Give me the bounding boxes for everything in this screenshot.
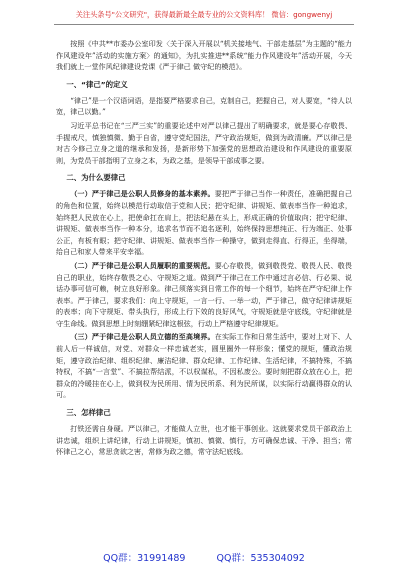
paragraph-lead: （三）严于律己是公职人员立德的至高境界。 (70, 332, 215, 342)
paragraph-text: 要把严于律己当作一种责任，准确把握自己的角色和位置，始终以模范行动取信于党和人民；把守纪律、讲规矩、做表率当作一种追求，始终把人民放在心上，把使命扛在肩上，把法纪悬在头上，形成正确的价值取向；把守纪律、讲规矩、做表率当作一种本分，追求名节而不追名逐利，始终保持思想纯正、行为端正、处事公正，有板有眼；把守纪律、讲规矩、做表率当作一种操守，做到走得直、行得正，坐得端，给自己和家人带来平安幸福。 (56, 189, 353, 257)
intro-paragraph: 按照《中共**市委办公室印发〈关于深入开展以“机关接地气、干部走基层”为主题的“能力作风建设年”活动的实施方案〉的通知》，为扎实推进**系统“能力作风建设年”活动开展，今天我们就上一堂作风纪律建设党课《严于律己 做守纪的模范》。 (56, 39, 352, 72)
paragraph: 习近平总书记在“三严三实”的重要论述中对严以律己提出了明确要求，就是要心存敬畏、手握戒尺，慎独慎微、勤于自省，遵守党纪国法，严守政治规矩，做到为政清廉。严以律己是对古今修己立身之道的继承和发扬，是新形势下加强党的思想政治建设和作风建设的重要原则，为党员干部指明了立身之本，为政之基，是领导干部成事之要。 (56, 120, 352, 165)
section-heading-1: 一、“律己”的定义 (66, 79, 128, 89)
paragraph-text: 在实际工作和日常生活中，要对上对下、人前人后一样诚信，对党、对群众一样忠诚老实，圆里圈外一样形象；懂党的规矩，懂政治规矩，遵守政治纪律、组织纪律、廉洁纪律、群众纪律、工作纪律、生活纪律，不搞特殊，不搞特权，不搞“一言堂”、不搞拉帮结派，不以权谋私，不因私废公。要时刻把群众放在心上，把群众的冷暖挂在心上，做到权为民所用、情为民所系、利为民所谋，以实际行动赢得群众的认可。 (56, 332, 353, 400)
document-body (56, 38, 352, 460)
header-rule (54, 24, 354, 25)
paragraph: “律己”是一个汉语词语，是指要严格要求自己，克制自己，把握自己，对人要宽，“待人以宽，律己以勤。” (56, 95, 352, 117)
paragraph (56, 260, 352, 330)
footer-qq-2: QQ群：535304092 (216, 553, 305, 564)
paragraph-text: 要心存敬畏，做到敬畏党、敬畏人民、敬畏自己的职业，始终存敬畏之心、守规矩之道。做到严于律己在工作中通过言必信、行必果、说话办事可信可赖，树立良好形象。律己须落实到日常工作的每一个细节，始终在严守纪律上作表率。严于律己，要求我们：向上守规矩，一言一行、一举一动，严于律己，做守纪律讲规矩的表率；向下守规矩、带头执行，形成上行下效的良好风气，守规矩就是守底线，守纪律就是守生命线。做到思想上时刻绷紧纪律这根弦，行动上严格遵守纪律规矩。 (56, 260, 353, 328)
paragraph: 打铁还需自身硬。严以律己，才能做人立世，也才能干事创业。这就要求党员干部政治上讲忠诚，组织上讲纪律，行动上讲规矩，慎初、慎微、慎行，方可确保忠诚、干净、担当；常怀律己之心，常思贪欲之害，常修为政之德，常守法纪底线。 (56, 424, 352, 457)
paragraph (56, 188, 352, 258)
section-heading-3: 三、怎样律己 (66, 408, 111, 418)
section-heading-2: 二、为什么要律己 (66, 173, 126, 183)
paragraph (56, 331, 352, 401)
paragraph-lead: （二）严于律己是公职人员履职的重要规范。 (70, 260, 215, 270)
footer (0, 550, 408, 564)
footer-qq-1: QQ群：31991489 (103, 553, 186, 564)
header-banner: 关注头条号"公文研究"，获得最新最全最专业的公文资料库！ 微信：gongwenyj (75, 10, 333, 19)
paragraph-lead: （一）严于律己是公职人员修身的基本素养。 (70, 189, 215, 199)
